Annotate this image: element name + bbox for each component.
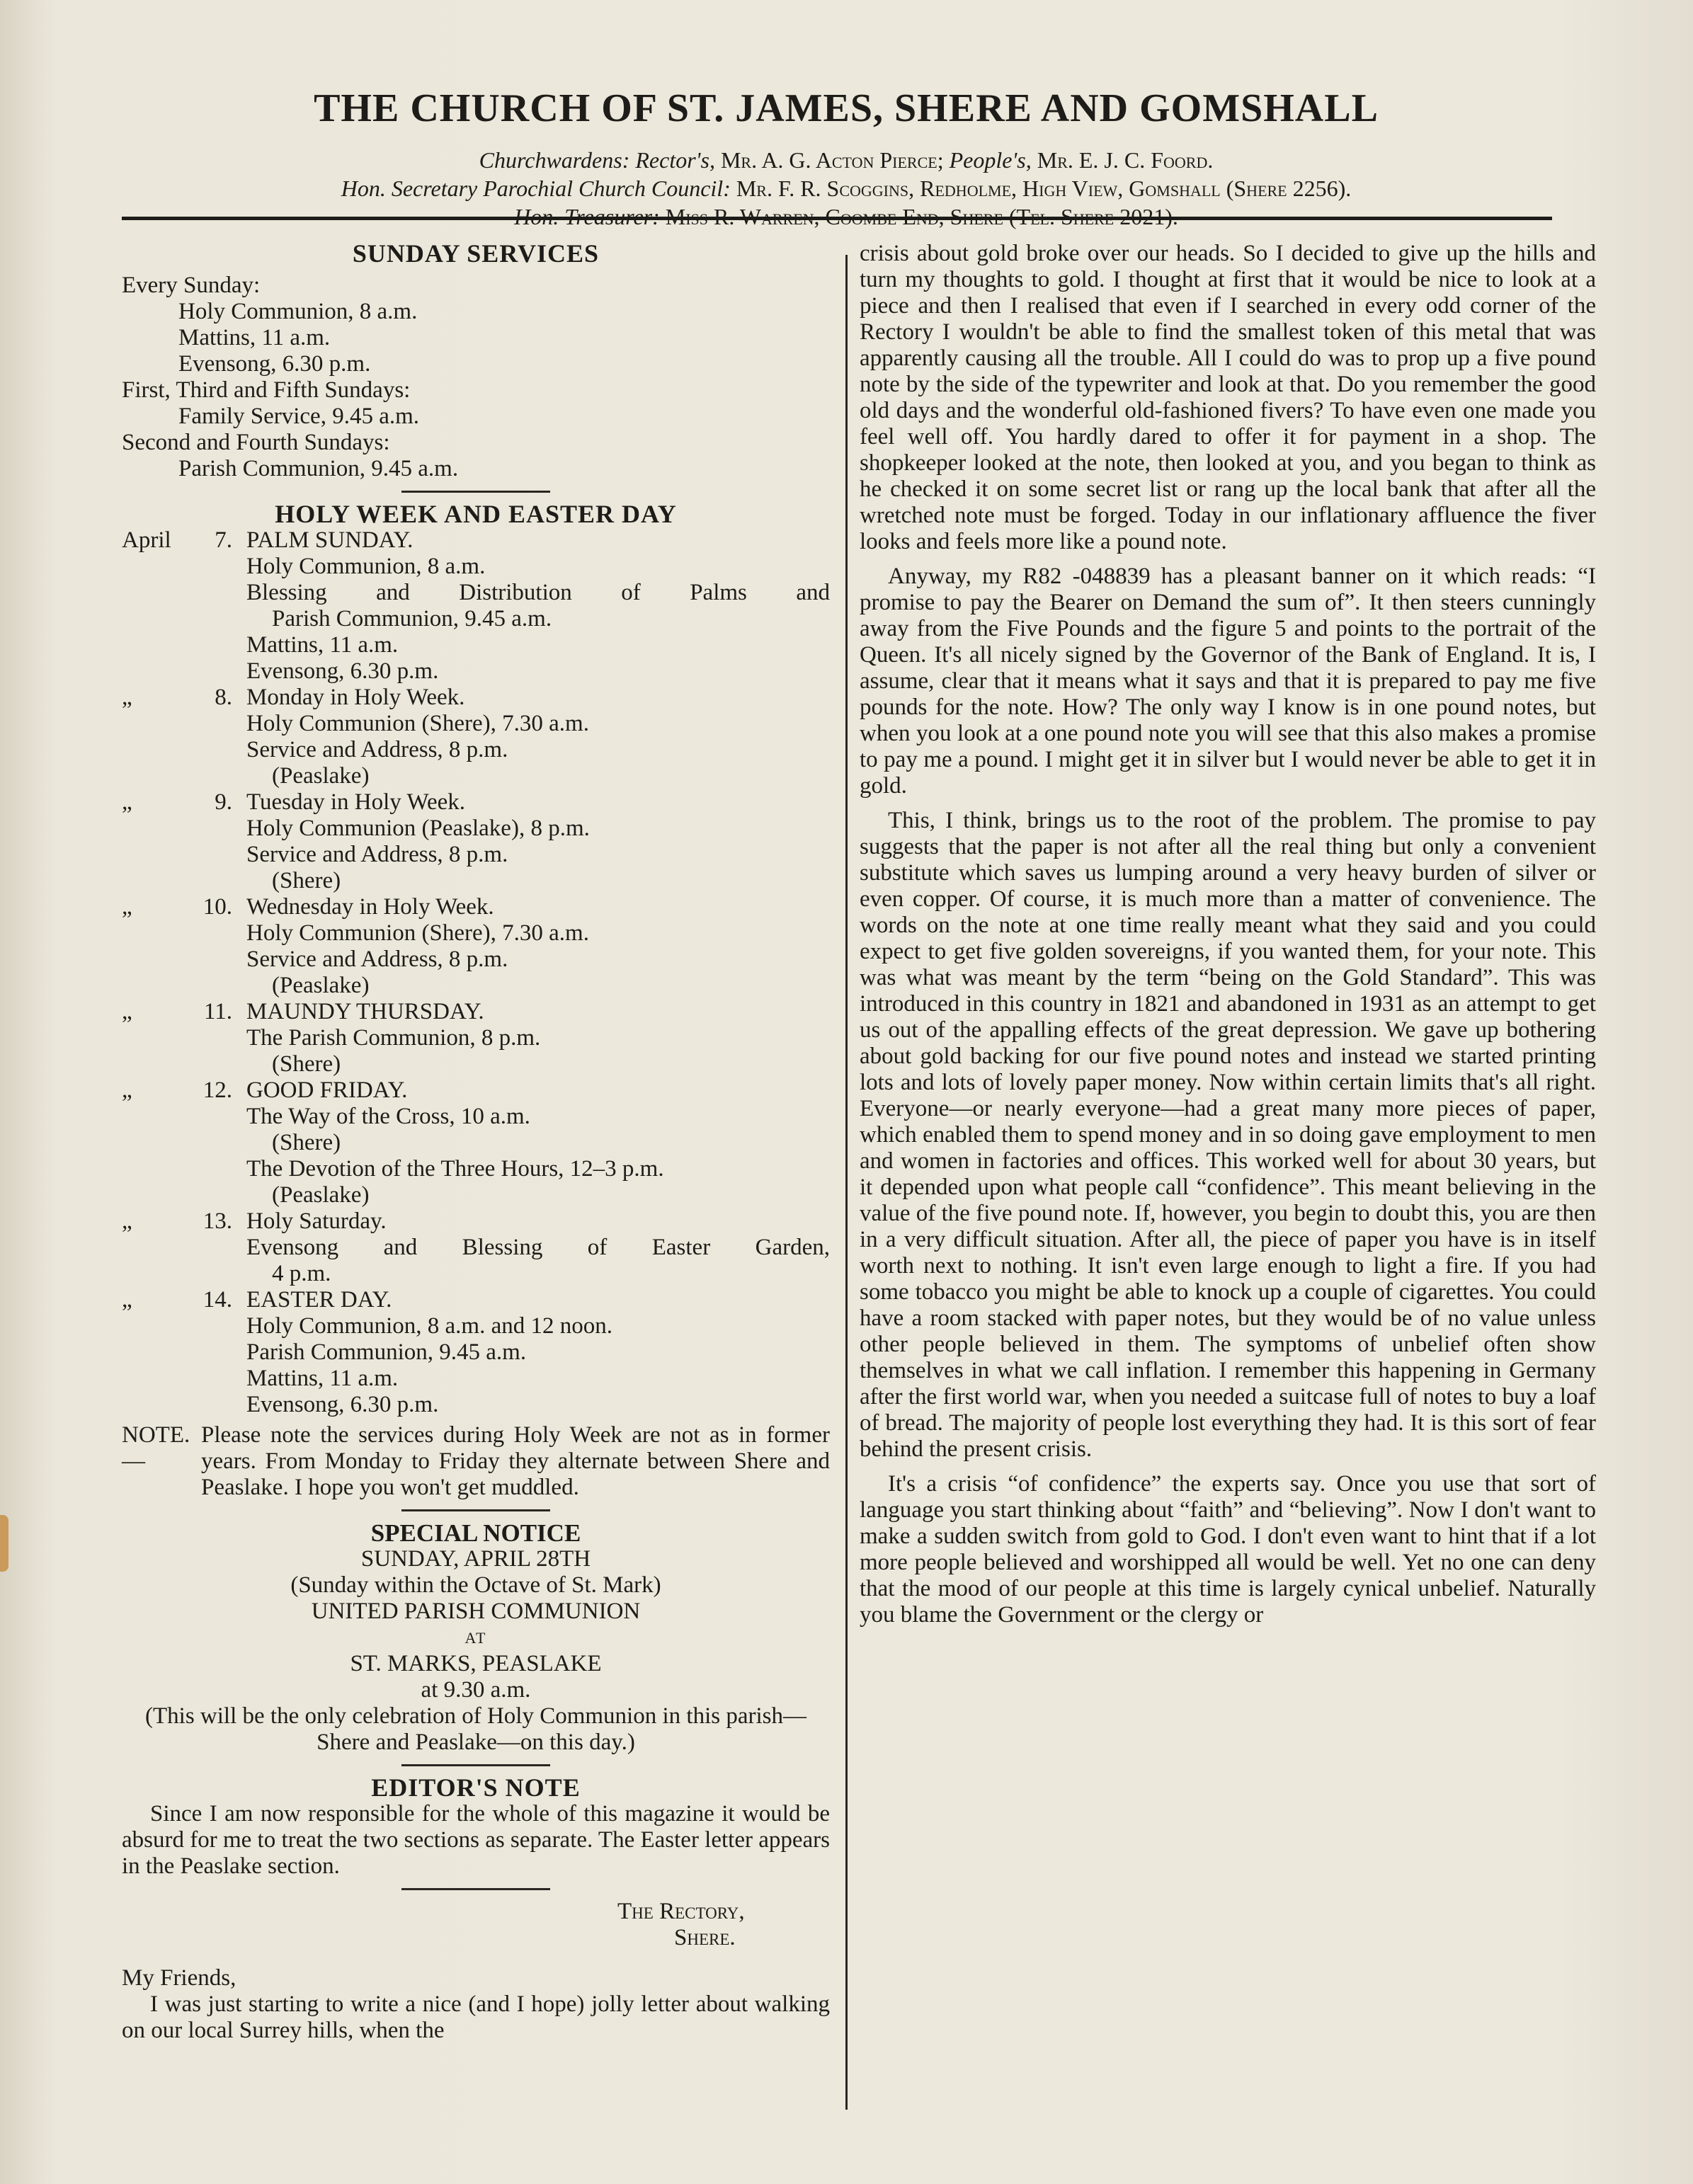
letter-paragraph: Anyway, my R82 -048839 has a pleasant banner on it which reads: “I promise to pay the Bearer on Demand the sum of”. It then steers cunningly away from the Five Pounds and the figure 5 and points to the portrait of the Queen. It's all nicely signed by the Governor of the Bank of England. It is, I assume, clear that it means what it says and that it is prepared to pay me five pounds for the note. How? The only way I know is in one pound notes, but when you look at a one pound note you will see that this also makes a promise to pay me a pound. I might get it in silver but I would never be able to get it in gold. (860, 564, 1596, 799)
day-number: 7. (215, 527, 232, 553)
section-divider (401, 1888, 550, 1890)
special-at: AT (464, 1629, 487, 1647)
day-month: „ (122, 685, 132, 710)
day-number: 10. (203, 894, 232, 920)
day-number: 9. (215, 789, 232, 815)
special-place: ST. MARKS, PEASLAKE (350, 1651, 602, 1676)
letter-salutation: My Friends, (122, 1965, 236, 1991)
day-title: Tuesday in Holy Week. (246, 789, 466, 815)
day-month: „ (122, 894, 132, 920)
secretary-label: Hon. Secretary Parochial Church Council: (341, 176, 731, 201)
letter-paragraph: This, I think, brings us to the root of the problem. The promise to pay suggests that the paper is not after all the real thing but only a convenient substitute which saves us lumping around a very heavy burden of silver or even copper. Of course, it is much more than a matter of convenience. The words on the note at one time really meant what they said and you could expect to get five golden sovereigns, if you wanted them, for your note. This was what was meant by the term “being on the Gold Standard”. This was introduced in this country in 1821 and abandoned in 1931 as an attempt to get us out of the appalling effects of the great depression. We gave up bothering about gold backing for our five pound notes and instead we started printing lots and lots of lovely paper money. Now within certain limits that's all right. Everyone—or nearly everyone—had a great many more pieces of paper, which enabled them to spend money and in so doing gave employment to men and women in factories and offices. This worked well for about 30 years, but it depended upon what people call “confidence”. This meant believing in the value of the five pound note. If, however, you begin to doubt this, you are then in a very difficult situation. After all, the piece of paper you have is in itself worth next to nothing. It isn't even large enough to light a fire. If you had some tobacco you might be able to knock up a couple of cigarettes. You could have a room stacked with paper notes, but they would be of no value unless other people believed in them. The symptoms of unbelief often show themselves in what we call inflation. I remember this happening in Germany after the first world war, when you needed a suitcase full of notes to buy a loaf of bread. The majority of people lost everything they had. It is this sort of fear behind the present crisis. (860, 808, 1596, 1462)
service-line: (Peaslake) (272, 1182, 370, 1208)
schedule-day (122, 1077, 830, 1208)
schedule-day (122, 999, 830, 1077)
masthead (106, 84, 1586, 231)
day-month: „ (122, 1208, 132, 1234)
special-octave: (Sunday within the Octave of St. Mark) (290, 1572, 661, 1598)
letter-paragraph: crisis about gold broke over our heads. So I decided to give up the hills and turn my thoughts to gold. I thought at first that it would be nice to look at a piece and then I realised that even if I searched in every odd corner of the Rectory I wouldn't be able to find the smallest token of this metal that was apparently causing all the trouble. All I could do was to prop up a five pound note by the side of the typewriter and look at that. Do you remember the good old days and the wonderful old-fashioned fivers? To have even one made you feel well off. You hardly dared to offer it for payment in a shop. The shopkeeper looked at the note, then looked at you, and you began to think as he checked it on some secret list or rang up the local bank that after all the wretched note must be forged. Today in our inflationary affluence the fiver looks and feels more like a pound note. (860, 241, 1596, 554)
churchwardens-label: Churchwardens: Rector's, (479, 147, 715, 173)
service-line: (Peaslake) (272, 973, 370, 998)
schedule-day (122, 1287, 830, 1418)
service-line: Blessing and Distribution of Palms and (246, 580, 830, 605)
every-sunday-item: Evensong, 6.30 p.m. (178, 351, 371, 377)
service-line: (Shere) (272, 1051, 341, 1077)
service-line: Evensong, 6.30 p.m. (246, 1392, 439, 1417)
day-month: „ (122, 1077, 132, 1103)
paper-stain (0, 1515, 8, 1572)
service-line: Parish Communion, 9.45 a.m. (272, 606, 552, 631)
service-line: Holy Communion (Shere), 7.30 a.m. (246, 711, 589, 736)
service-line: The Way of the Cross, 10 a.m. (246, 1104, 530, 1129)
schedule-day (122, 1208, 830, 1287)
section-divider (401, 491, 550, 493)
parish-communion-item: Parish Communion, 9.45 a.m. (178, 456, 459, 481)
every-sunday-label: Every Sunday: (122, 273, 261, 298)
first-third-fifth-label: First, Third and Fifth Sundays: (122, 377, 411, 403)
special-notice (122, 1520, 830, 1756)
secretary-line (106, 174, 1586, 202)
day-month: „ (122, 999, 132, 1024)
section-divider (401, 1764, 550, 1766)
schedule-day (122, 685, 830, 789)
schedule-day (122, 894, 830, 999)
service-line: Evensong and Blessing of Easter Garden, (246, 1235, 830, 1260)
special-date: SUNDAY, APRIL 28TH (360, 1546, 591, 1572)
letter-address: The Rectory, (617, 1899, 745, 1924)
second-fourth-label: Second and Fourth Sundays: (122, 430, 390, 455)
day-title: Monday in Holy Week. (246, 685, 465, 710)
every-sunday-item: Holy Communion, 8 a.m. (178, 299, 418, 324)
rectors-warden: Mr. A. G. Acton Pierce; (720, 147, 944, 173)
day-month: „ (122, 789, 132, 815)
special-notice-heading: SPECIAL NOTICE (370, 1519, 581, 1547)
peoples-warden: Mr. E. J. C. Foord. (1037, 147, 1214, 173)
day-title: GOOD FRIDAY. (246, 1077, 408, 1103)
service-line: Parish Communion, 9.45 a.m. (246, 1339, 527, 1365)
every-sunday-item: Mattins, 11 a.m. (178, 325, 331, 350)
day-title: PALM SUNDAY. (246, 527, 414, 553)
service-line: Service and Address, 8 p.m. (246, 737, 508, 762)
section-divider (401, 1509, 550, 1511)
service-line: (Shere) (272, 868, 341, 893)
peoples-label: People's, (949, 147, 1032, 173)
day-title: Wednesday in Holy Week. (246, 894, 494, 920)
service-line: Holy Communion (Shere), 7.30 a.m. (246, 920, 589, 946)
note-label: NOTE.— (122, 1422, 190, 1474)
service-line: Evensong, 6.30 p.m. (246, 658, 439, 684)
editors-note-heading: EDITOR'S NOTE (371, 1773, 581, 1802)
day-month: „ (122, 1287, 132, 1313)
special-time: at 9.30 a.m. (421, 1677, 531, 1703)
service-line: Holy Communion, 8 a.m. and 12 noon. (246, 1313, 612, 1339)
column-divider (845, 255, 848, 2110)
service-line: Mattins, 11 a.m. (246, 632, 399, 658)
day-title: EASTER DAY. (246, 1287, 392, 1313)
day-month: April (122, 527, 171, 553)
right-column (860, 241, 1596, 1628)
service-line: (Shere) (272, 1130, 341, 1155)
service-line: Mattins, 11 a.m. (246, 1366, 399, 1391)
day-title: Holy Saturday. (246, 1208, 387, 1234)
churchwardens-line (106, 146, 1586, 174)
editors-note-text: Since I am now responsible for the whole of this magazine it would be absurd for me to treat the two sections as separate. The Easter letter appears in the Peaslake section. (122, 1801, 830, 1879)
schedule-day (122, 527, 830, 685)
day-number: 11. (203, 999, 232, 1024)
service-line: (Peaslake) (272, 763, 370, 789)
holy-week-heading: HOLY WEEK AND EASTER DAY (275, 500, 677, 528)
letter-paragraph: It's a crisis “of confidence” the experts say. Once you use that sort of language you start thinking about “faith” and “believing”. Now I don't want to make a sudden switch from gold to God. I don't even want to hint that if a lot more people believed and worshipped all would be well. Yet no one can deny that the mood of our people at this time is largely cynical unbelief. Naturally you blame the Government or the clergy or (860, 1471, 1596, 1628)
schedule-day (122, 789, 830, 894)
day-number: 14. (203, 1287, 232, 1313)
service-line: Service and Address, 8 p.m. (246, 947, 508, 972)
letter-opening: I was just starting to write a nice (and I hope) jolly letter about walking on our local Surrey hills, when the (122, 1991, 830, 2043)
family-service-item: Family Service, 9.45 a.m. (178, 404, 420, 429)
service-line: Holy Communion, 8 a.m. (246, 554, 486, 579)
service-line: Holy Communion (Peaslake), 8 p.m. (246, 816, 590, 841)
holy-week-note (122, 1422, 830, 1501)
service-line: The Devotion of the Three Hours, 12–3 p.m. (246, 1156, 664, 1182)
special-event: UNITED PARISH COMMUNION (311, 1599, 641, 1624)
service-line: The Parish Communion, 8 p.m. (246, 1025, 541, 1051)
service-line: 4 p.m. (272, 1261, 331, 1286)
header-rule (122, 217, 1552, 220)
letter-address: Shere. (674, 1925, 736, 1950)
sunday-services-heading: SUNDAY SERVICES (352, 239, 600, 268)
service-line: Service and Address, 8 p.m. (246, 842, 508, 867)
day-number: 12. (203, 1077, 232, 1103)
note-text: Please note the services during Holy Week are not as in former years. From Monday to Friday they alternate between Shere and Peaslake. I hope you won't get muddled. (201, 1422, 830, 1500)
day-number: 8. (215, 685, 232, 710)
left-column (122, 241, 830, 2044)
day-title: MAUNDY THURSDAY. (246, 999, 484, 1024)
page-title: THE CHURCH OF ST. JAMES, SHERE AND GOMSHALL (314, 86, 1379, 130)
secretary-value: Mr. F. R. Scoggins, Redholme, High View, Gomshall (Shere 2256). (736, 176, 1352, 201)
day-number: 13. (203, 1208, 232, 1234)
special-remark: (This will be the only celebration of Holy Communion in this parish—Shere and Peaslake—on this day.) (145, 1703, 806, 1755)
